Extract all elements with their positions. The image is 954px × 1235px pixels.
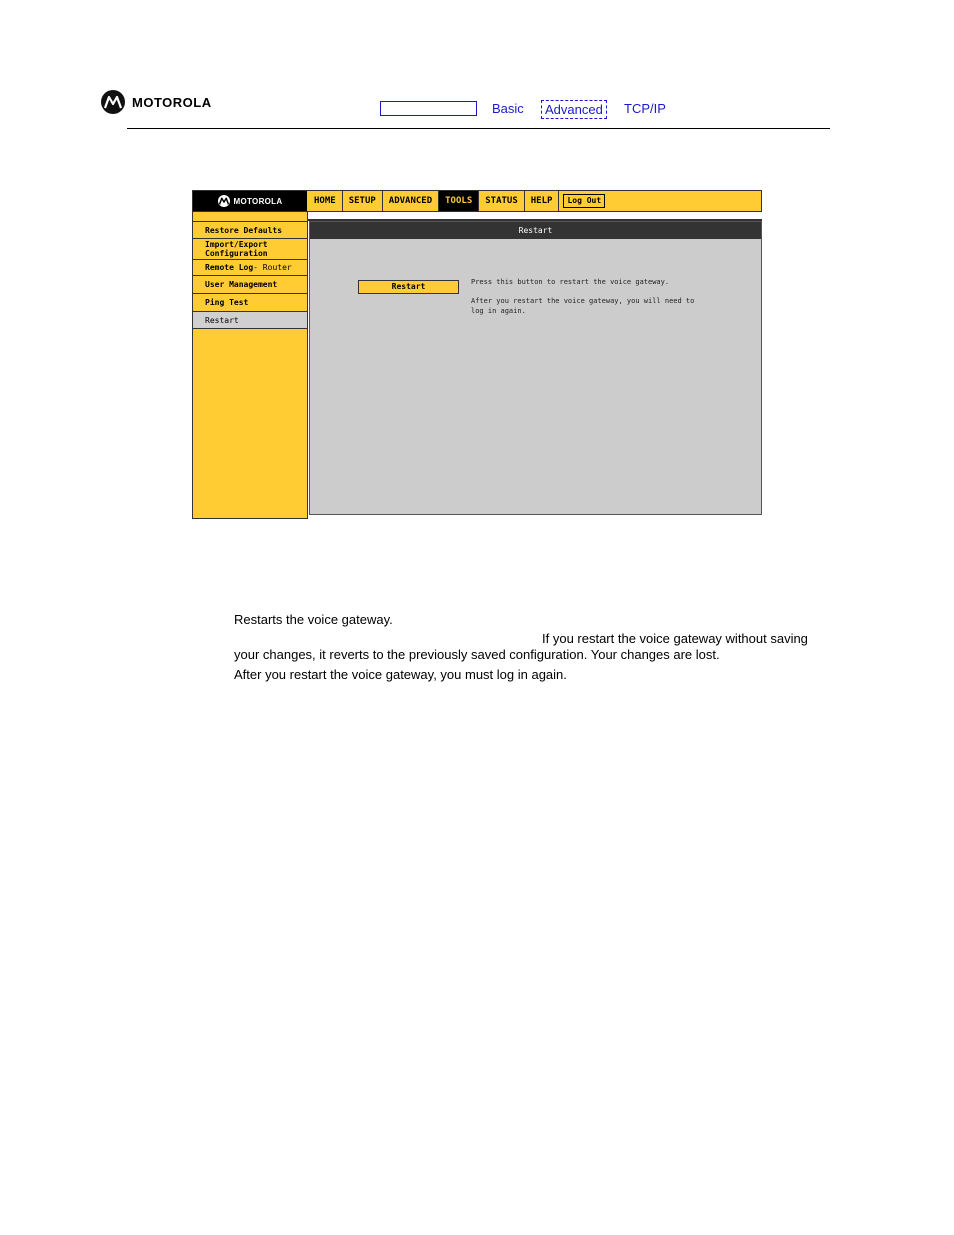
main-menu bbox=[308, 191, 605, 211]
description-line: your changes, it reverts to the previously saved configuration. Your changes are lost. bbox=[234, 647, 720, 662]
nav-link-tcpip[interactable]: TCP/IP bbox=[624, 101, 666, 116]
menu-home[interactable]: HOME bbox=[308, 191, 343, 211]
nav-link-basic[interactable]: Basic bbox=[492, 101, 524, 116]
sidebar-item-restore-defaults[interactable] bbox=[193, 222, 307, 239]
sidebar-item-label: Import/Export bbox=[205, 240, 268, 249]
sidebar-item-label: Ping Test bbox=[205, 298, 249, 307]
sidebar-item-label: Restart bbox=[205, 315, 239, 325]
menu-tools[interactable]: TOOLS bbox=[439, 191, 479, 211]
panel-title: Restart bbox=[310, 222, 761, 239]
menu-status[interactable]: STATUS bbox=[479, 191, 525, 211]
description-line: Restarts the voice gateway. bbox=[234, 612, 393, 627]
sidebar-item-remote-log[interactable] bbox=[193, 260, 307, 276]
brand-text: MOTOROLA bbox=[233, 196, 283, 206]
tools-sidebar bbox=[192, 212, 308, 519]
sidebar-item-label: Restore Defaults bbox=[205, 225, 283, 235]
help-line: Press this button to restart the voice gateway. bbox=[471, 278, 670, 286]
sidebar-item-import-export[interactable] bbox=[193, 239, 307, 260]
logout-button[interactable]: Log Out bbox=[563, 194, 605, 208]
sidebar-item-label: Configuration bbox=[205, 249, 268, 258]
help-line: After you restart the voice gateway, you will need to log in again. bbox=[471, 297, 695, 315]
restart-button[interactable]: Restart bbox=[358, 280, 459, 294]
header-divider bbox=[127, 128, 830, 129]
nav-blank-box[interactable] bbox=[380, 101, 477, 116]
sidebar-spacer bbox=[193, 212, 307, 222]
content-strip bbox=[308, 212, 762, 221]
description-line: After you restart the voice gateway, you must log in again. bbox=[234, 667, 567, 682]
restart-panel bbox=[309, 221, 762, 515]
sidebar-item-user-management[interactable] bbox=[193, 276, 307, 294]
sidebar-item-sublabel: - Router bbox=[253, 263, 292, 272]
sidebar-item-label: Remote Log bbox=[205, 263, 254, 272]
sidebar-item-restart[interactable] bbox=[193, 312, 307, 329]
menu-advanced[interactable]: ADVANCED bbox=[383, 191, 439, 211]
sidebar-item-label: User Management bbox=[205, 280, 278, 289]
logo-wordmark: MOTOROLA bbox=[132, 94, 212, 110]
motorola-mini-emblem-icon bbox=[218, 195, 230, 207]
description-line: If you restart the voice gateway without saving bbox=[542, 631, 808, 646]
brand-block bbox=[193, 191, 307, 211]
nav-link-advanced[interactable]: Advanced bbox=[541, 100, 607, 119]
top-menu-bar bbox=[192, 190, 762, 212]
restart-help-text bbox=[471, 277, 711, 325]
motorola-logo bbox=[101, 90, 212, 114]
sidebar-item-ping-test[interactable] bbox=[193, 294, 307, 312]
menu-setup[interactable]: SETUP bbox=[343, 191, 383, 211]
router-screenshot bbox=[192, 190, 762, 520]
motorola-emblem-icon bbox=[101, 90, 125, 114]
menu-help[interactable]: HELP bbox=[525, 191, 560, 211]
